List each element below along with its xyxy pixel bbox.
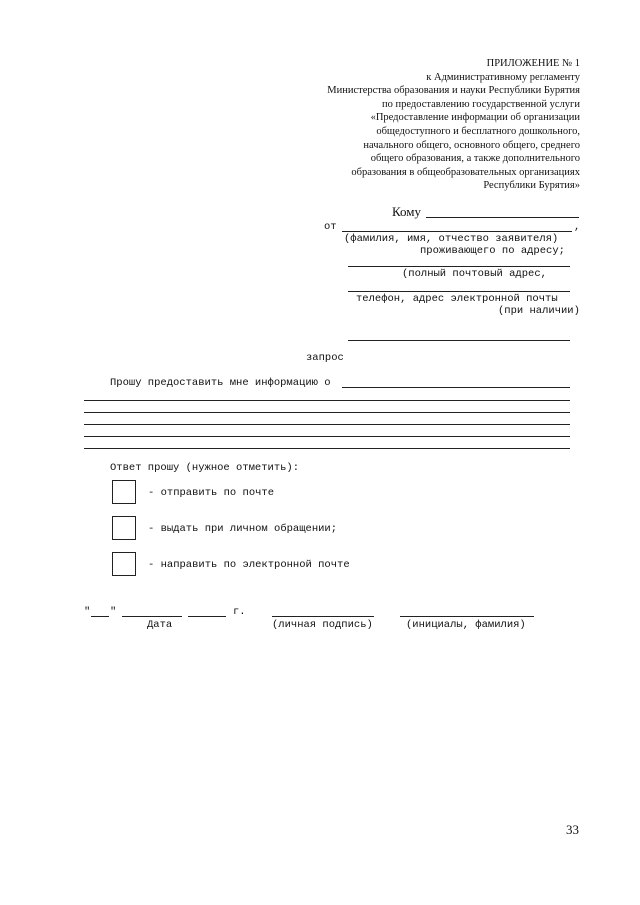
postal-address-field[interactable] [348, 266, 570, 267]
appendix-header [280, 57, 580, 193]
contact-extra-field[interactable] [348, 340, 570, 341]
year-suffix: г. [233, 606, 246, 618]
header-line: Министерства образования и науки Республики Бурятия [327, 85, 580, 97]
date-year-field[interactable] [188, 616, 226, 617]
request-line[interactable] [84, 424, 570, 425]
request-field[interactable] [342, 387, 570, 388]
date-day-field[interactable] [91, 616, 109, 617]
header-line: общего образования, а также дополнительного [370, 153, 580, 165]
answer-label: Ответ прошу (нужное отметить): [110, 462, 300, 474]
contact-caption: телефон, адрес электронной почты [356, 293, 558, 305]
header-line: к Административному регламенту [426, 71, 580, 83]
date-quote-close: " [110, 606, 117, 618]
from-comma: , [574, 221, 581, 233]
to-field[interactable] [426, 217, 579, 218]
option-email: - направить по электронной почте [148, 559, 350, 571]
header-line: «Предоставление информации об организации [370, 112, 580, 124]
contact-field[interactable] [348, 291, 570, 292]
name-caption: (фамилия, имя, отчество заявителя) [344, 233, 559, 245]
header-line: образования в общеобразовательных организациях [351, 166, 580, 178]
option-post: - отправить по почте [148, 487, 275, 499]
from-field[interactable] [342, 231, 572, 232]
checkbox-in-person[interactable] [112, 516, 136, 540]
header-line: по предоставлению государственной услуги [382, 98, 580, 110]
header-line: ПРИЛОЖЕНИЕ № 1 [486, 58, 580, 69]
postal-caption: (полный почтовый адрес, [402, 268, 547, 280]
date-month-field[interactable] [122, 616, 182, 617]
request-line[interactable] [84, 448, 570, 449]
request-line[interactable] [84, 400, 570, 401]
initials-field[interactable] [400, 616, 534, 617]
option-in-person: - выдать при личном обращении; [148, 523, 338, 535]
checkbox-post[interactable] [112, 480, 136, 504]
form-title: запрос [306, 352, 344, 364]
signature-field[interactable] [272, 616, 374, 617]
checkbox-email[interactable] [112, 552, 136, 576]
header-line: общедоступного и бесплатного дошкольного, [376, 125, 580, 137]
date-quote-open: " [84, 606, 91, 618]
request-line[interactable] [84, 412, 570, 413]
residence-caption: проживающего по адресу; [420, 245, 565, 257]
to-label: Кому [392, 204, 422, 219]
header-line: Республики Бурятия» [483, 180, 580, 192]
request-line[interactable] [84, 436, 570, 437]
header-line: начального общего, основного общего, среднего [363, 139, 580, 151]
from-label: от [324, 221, 337, 233]
initials-caption: (инициалы, фамилия) [406, 619, 526, 631]
contact-caption-note: (при наличии) [498, 305, 580, 317]
date-caption: Дата [147, 619, 173, 631]
request-text: Прошу предоставить мне информацию о [110, 377, 331, 389]
page-number: 33 [566, 822, 579, 837]
signature-caption: (личная подпись) [272, 619, 373, 631]
